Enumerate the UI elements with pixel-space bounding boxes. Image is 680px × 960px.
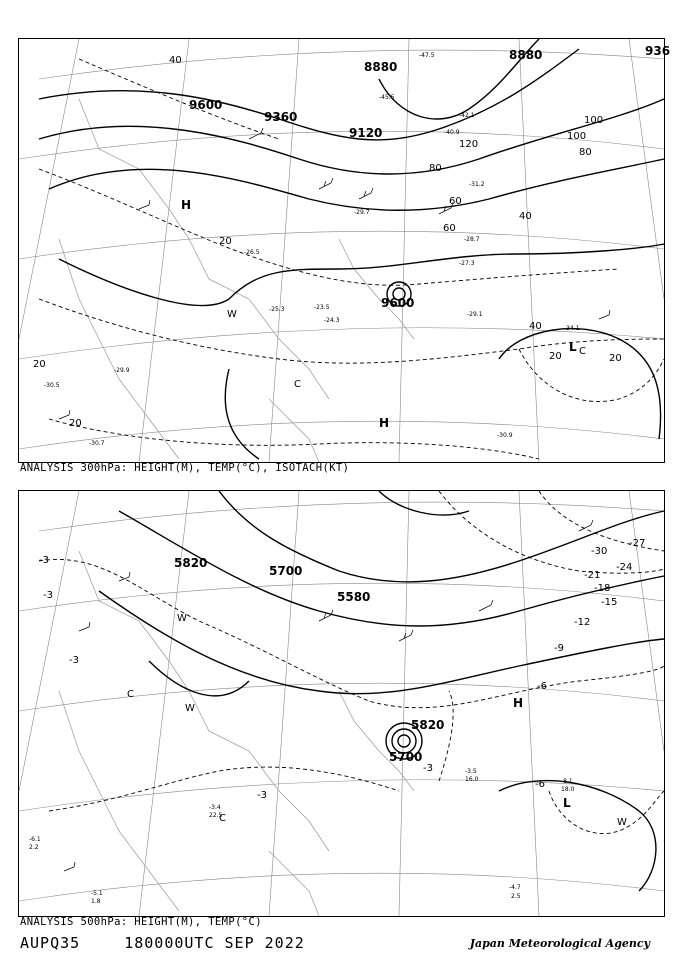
station-temp: -29.1 bbox=[467, 311, 483, 318]
chart-300hpa bbox=[18, 38, 671, 463]
low-center: L bbox=[563, 796, 571, 810]
temp-contour-labels bbox=[39, 538, 645, 801]
temp-contour-label: -3 bbox=[423, 763, 433, 774]
temp-contour-label: -9 bbox=[554, 643, 564, 654]
station-temp: -30.5 bbox=[44, 382, 60, 389]
station-temp: -29.7 bbox=[354, 209, 370, 216]
isotach-label: 40 bbox=[519, 211, 532, 222]
station-temp: -25.3 bbox=[269, 306, 285, 313]
temp-contour-label: -30 bbox=[591, 546, 608, 557]
isotach-label: 100 bbox=[584, 115, 604, 126]
pressure-centers bbox=[127, 613, 627, 828]
station-temp: -23.5 bbox=[314, 304, 330, 311]
height-contours-500 bbox=[99, 491, 664, 891]
isotach-label: 60 bbox=[449, 196, 462, 207]
station-value: -3.5 bbox=[465, 768, 477, 775]
chart-500hpa-svg bbox=[19, 491, 664, 916]
high-center: H bbox=[513, 696, 524, 710]
height-label: 5580 bbox=[337, 590, 371, 604]
low-center: L bbox=[569, 340, 577, 354]
temp-contour-label: -6 bbox=[535, 779, 545, 790]
station-temp: -40.9 bbox=[444, 129, 460, 136]
isotach-label: 20 bbox=[609, 353, 622, 364]
height-label: 5700 bbox=[269, 564, 303, 578]
graticule bbox=[19, 491, 664, 916]
cold-center: C bbox=[127, 689, 134, 700]
isotach-label: 60 bbox=[443, 223, 456, 234]
height-label: 5820 bbox=[174, 556, 208, 570]
coastline bbox=[59, 551, 414, 916]
height-label: 9600 bbox=[189, 98, 223, 112]
station-temp: -28.7 bbox=[464, 236, 480, 243]
isotherms-300 bbox=[39, 59, 664, 459]
wind-barbs-300 bbox=[59, 128, 610, 419]
isotach-label: 120 bbox=[459, 139, 479, 150]
chart-500hpa bbox=[18, 490, 665, 917]
temp-contour-label: -18 bbox=[594, 583, 611, 594]
isotach-label: 20 bbox=[549, 351, 562, 362]
isotach-label: 20 bbox=[33, 359, 46, 370]
height-label: 9120 bbox=[349, 126, 383, 140]
station-temp: -26.5 bbox=[244, 249, 260, 256]
station-temp: -29.9 bbox=[114, 367, 130, 374]
cold-center: C bbox=[579, 346, 586, 357]
agency-name: Japan Meteorological Agency bbox=[469, 937, 650, 950]
station-temp: -24.3 bbox=[324, 317, 340, 324]
height-label: 5700 bbox=[389, 750, 423, 764]
isotach-label: 80 bbox=[429, 163, 442, 174]
height-contours-300 bbox=[39, 39, 664, 459]
chart-300hpa-svg bbox=[19, 39, 671, 462]
coastline bbox=[59, 99, 414, 462]
height-label: 936 bbox=[645, 44, 671, 58]
station-temps bbox=[44, 52, 580, 447]
station-value: 16.0 bbox=[465, 776, 479, 783]
caption-300hpa: ANALYSIS 300hPa: HEIGHT(M), TEMP(°C), ISOTACH(KT) bbox=[20, 462, 350, 474]
station-value: 2.5 bbox=[511, 893, 521, 900]
high-center: H bbox=[379, 416, 390, 430]
temp-contour-label: -6 bbox=[537, 681, 547, 692]
temp-contour-label: -3 bbox=[43, 590, 53, 601]
station-value: -5.1 bbox=[91, 890, 103, 897]
station-value: -6.1 bbox=[29, 836, 41, 843]
station-temp: -45.5 bbox=[379, 94, 395, 101]
height-label: 5820 bbox=[411, 718, 445, 732]
station-temp: -31.2 bbox=[469, 181, 485, 188]
station-value: 18.0 bbox=[561, 786, 575, 793]
height-label: 9360 bbox=[264, 110, 298, 124]
station-value: 22.5 bbox=[209, 812, 223, 819]
station-temp: -30.7 bbox=[89, 440, 105, 447]
cold-center: C bbox=[219, 813, 226, 824]
caption-500hpa: ANALYSIS 500hPa: HEIGHT(M), TEMP(°C) bbox=[20, 916, 262, 928]
isotach-label: 40 bbox=[169, 55, 182, 66]
station-temp: -47.5 bbox=[419, 52, 435, 59]
high-center: H bbox=[181, 198, 192, 212]
cold-center: C bbox=[294, 379, 301, 390]
temp-contour-label: -15 bbox=[601, 597, 618, 608]
warm-center: W bbox=[617, 817, 627, 828]
station-values bbox=[29, 768, 575, 905]
station-temp: -34.1 bbox=[564, 325, 580, 332]
isotach-label: 20 bbox=[69, 418, 82, 429]
pressure-centers bbox=[181, 198, 586, 430]
temp-contour-label: -24 bbox=[616, 562, 633, 573]
isotach-label: 20 bbox=[219, 236, 232, 247]
valid-time: 180000UTC SEP 2022 bbox=[124, 934, 305, 952]
height-label: 8880 bbox=[509, 48, 543, 62]
height-label: 9600 bbox=[381, 296, 415, 310]
station-value: -3.4 bbox=[209, 804, 221, 811]
temp-contour-label: -27 bbox=[629, 538, 646, 549]
isotach-label: 80 bbox=[579, 147, 592, 158]
isotach-label: 100 bbox=[567, 131, 587, 142]
temp-contour-label: -21 bbox=[584, 570, 601, 581]
temp-contour-label: -3 bbox=[257, 790, 267, 801]
station-temp: -30.9 bbox=[497, 432, 513, 439]
product-header bbox=[20, 934, 339, 952]
warm-center: W bbox=[177, 613, 187, 624]
temp-contour-label: -12 bbox=[574, 617, 591, 628]
station-value: -4.7 bbox=[509, 884, 521, 891]
temp-contour-label: -3 bbox=[39, 555, 49, 566]
warm-center: W bbox=[185, 703, 195, 714]
station-temp: -27.3 bbox=[459, 260, 475, 267]
station-temp: -42.1 bbox=[459, 112, 475, 119]
station-value: 1.8 bbox=[91, 898, 101, 905]
height-label: 8880 bbox=[364, 60, 398, 74]
product-code: AUPQ35 bbox=[20, 934, 81, 952]
warm-center: W bbox=[227, 309, 237, 320]
station-value: -8.1 bbox=[561, 778, 573, 785]
temp-contour-label: -3 bbox=[69, 655, 79, 666]
graticule bbox=[19, 39, 664, 462]
station-value: 2.2 bbox=[29, 844, 39, 851]
isotach-label: 40 bbox=[529, 321, 542, 332]
